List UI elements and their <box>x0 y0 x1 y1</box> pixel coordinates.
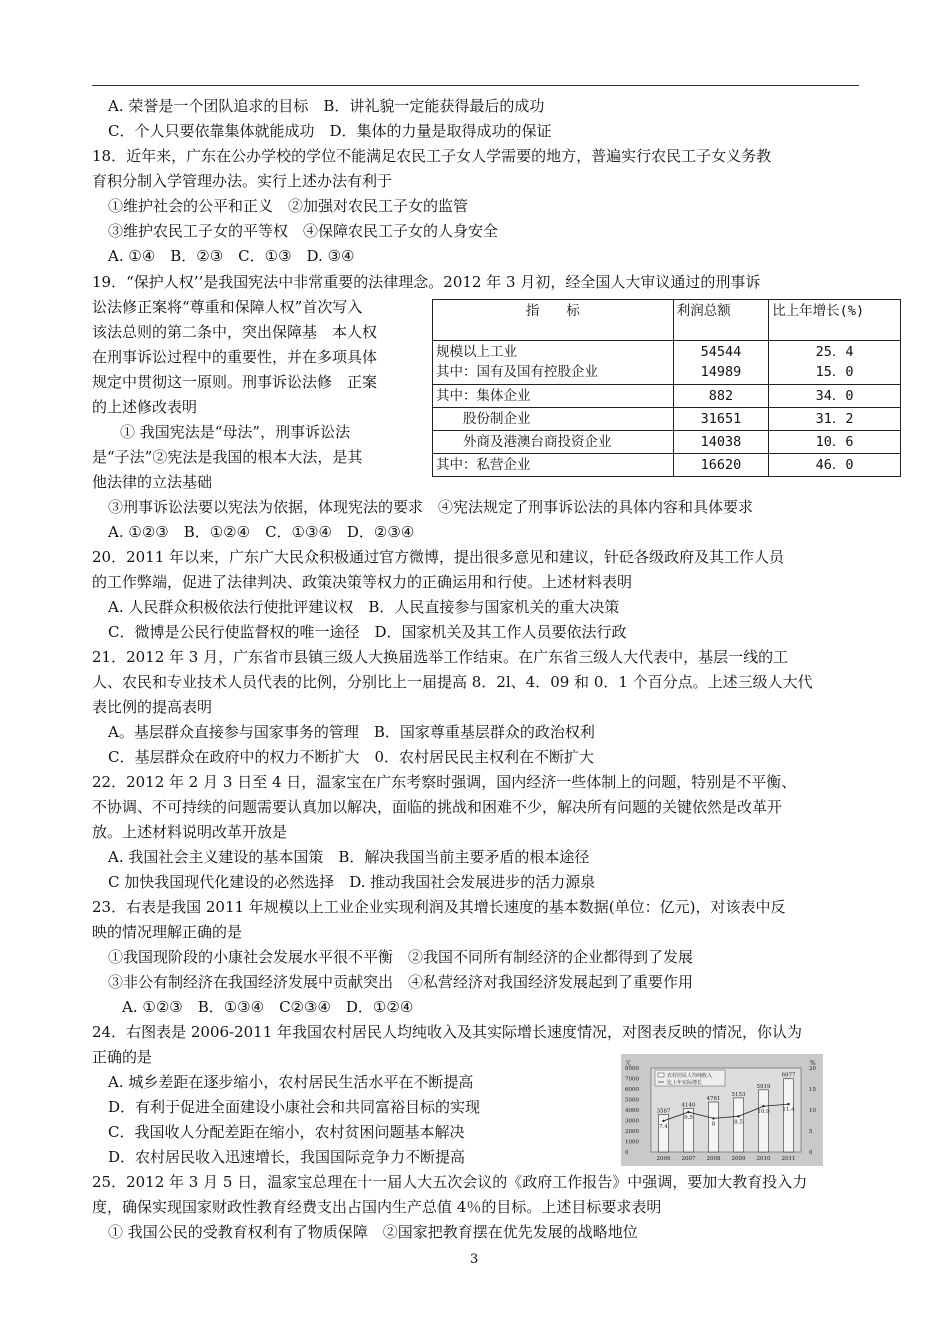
y-left-tick-label: 8000 <box>625 1066 639 1072</box>
page-number: 3 <box>470 1252 479 1267</box>
table-cell: 外商及港澳台商投资企业 <box>433 431 674 454</box>
text-line: C．微博是公民行使监督权的唯一途径 D．国家机关及其工作人员要依法行政 <box>108 623 627 641</box>
table-cell: 14038 <box>673 431 768 454</box>
bar-income <box>759 1090 769 1152</box>
y-left-tick-label: 3000 <box>625 1118 639 1125</box>
text-line: 规定中贯彻这一原则。刑事诉讼法修 正案 <box>92 373 378 391</box>
y-right-tick-label: 20 <box>809 1066 816 1072</box>
x-tick-label: 2011 <box>781 1156 796 1162</box>
text-line: 育积分制入学管理办法。实行上述办法有利于 <box>92 172 393 190</box>
text-line: 度，确保实现国家财政性教育经费支出占国内生产总值 4％的目标。上述目标要求表明 <box>92 1198 662 1216</box>
text-line: 19．“保护人权’’是我国宪法中非常重要的法律理念。2012 年 3 月初，经全国人大审议通过的刑事诉 <box>92 273 761 291</box>
table-cell: 34．0 <box>769 385 901 408</box>
table-header-cell: 指 标 <box>433 300 674 341</box>
text-line: D．有利于促进全面建设小康社会和共同富裕目标的实现 <box>108 1098 481 1116</box>
bar-income <box>784 1079 794 1152</box>
growth-value-label: 8.5 <box>734 1119 743 1126</box>
y-right-tick-label: 0 <box>809 1150 813 1156</box>
table-cell: 54544 14989 <box>673 341 768 385</box>
growth-point <box>712 1117 714 1119</box>
text-line: 在刑事诉讼过程中的重要性，并在多项具体 <box>92 348 378 366</box>
text-line: 25．2012 年 3 月 5 日，温家宝总理在十一届人大五次会议的《政府工作报告》中强调，要加大教育投入力 <box>92 1173 808 1191</box>
text-line: A. ①②③ B．①③④ C②③④ D．①②④ <box>122 998 414 1016</box>
text-line: D．农村居民收入迅速增长，我国国际竞争力不断提高 <box>108 1148 466 1166</box>
text-line: 表比例的提高表明 <box>92 698 213 716</box>
y-left-tick-label: 0 <box>625 1150 629 1156</box>
y-left-tick-label: 5000 <box>625 1097 639 1104</box>
x-tick-label: 2010 <box>756 1156 771 1162</box>
bar-value-label: 6977 <box>781 1072 796 1079</box>
text-line: C．我国收人分配差距在缩小，农村贫困问题基本解决 <box>108 1123 465 1141</box>
growth-value-label: 11.4 <box>782 1107 795 1114</box>
y-left-tick-label: 6000 <box>625 1087 639 1093</box>
x-tick-label: 2009 <box>731 1156 746 1162</box>
text-line: C．基层群众在政府中的权力不断扩大 0．农村居民民主权利在不断扩大 <box>108 748 595 766</box>
legend-label: 比上年实际增长 <box>667 1080 703 1086</box>
text-line: A. 人民群众积极依法行使批评建议权 B．人民直接参与国家机关的重大决策 <box>108 598 620 616</box>
text-line: A. 城乡差距在逐步缩小，农村居民生活水平在不断提高 <box>108 1073 474 1091</box>
table-cell: 10．6 <box>769 431 901 454</box>
text-line: C 加快我国现代化建设的必然选择 D. 推动我国社会发展进步的活力源泉 <box>108 873 596 891</box>
x-tick-label: 2006 <box>656 1156 671 1162</box>
table-row <box>433 408 901 431</box>
text-line: 20．2011 年以来，广东广大民众积极通过官方微博，提出很多意见和建议，针砭各级政府及其工作人员 <box>92 548 785 566</box>
legend-bar-swatch <box>658 1073 664 1077</box>
y-left-tick-label: 4000 <box>625 1108 639 1114</box>
table-cell: 股份制企业 <box>433 408 674 431</box>
text-line: A. 我国社会主义建设的基本国策 B．解决我国当前主要矛盾的根本途径 <box>108 848 590 866</box>
bar-value-label: 4761 <box>706 1096 721 1103</box>
y-right-tick-label: 15 <box>809 1087 816 1093</box>
text-line: 21．2012 年 3 月，广东省市县镇三级人大换届选举工作结束。在广东省三级人大代表中，基层一线的工 <box>92 648 789 666</box>
text-line: ① 我国公民的受教育权利有了物质保障 ②国家把教育摆在优先发展的战略地位 <box>108 1223 638 1241</box>
text-line: ①维护社会的公平和正义 ②加强对农民工子女的监管 <box>108 197 469 215</box>
text-line: A. ①④ B．②③ C．①③ D. ③④ <box>108 247 355 265</box>
y-left-unit: 元 <box>625 1060 632 1067</box>
y-left-tick-label: 1000 <box>625 1139 639 1146</box>
table-header-row <box>433 300 901 341</box>
bar-value-label: 5919 <box>756 1083 771 1090</box>
table-header-cell: 比上年增长(%) <box>769 300 901 341</box>
table-cell: 46．0 <box>769 454 901 477</box>
text-line: ①我国现阶段的小康社会发展水平很不平衡 ②我国不同所有制经济的企业都得到了发展 <box>108 948 694 966</box>
text-line: 该法总则的第二条中，突出保障基 本人权 <box>92 323 378 341</box>
bar-value-label: 3587 <box>656 1108 671 1115</box>
text-line: A。基层群众直接参与国家事务的管理 B．国家尊重基层群众的政治权利 <box>108 723 595 741</box>
bar-value-label: 5153 <box>731 1091 746 1098</box>
text-line: 的上述修改表明 <box>92 398 198 416</box>
income-chart <box>621 1054 823 1166</box>
profit-table <box>432 299 901 477</box>
y-right-tick-label: 5 <box>809 1129 813 1135</box>
legend-label: 农村居民人均纯收入 <box>667 1073 713 1079</box>
header-rule <box>92 85 859 86</box>
y-right-unit: % <box>810 1060 816 1067</box>
y-right-tick-label: 10 <box>809 1108 816 1114</box>
text-line: 正确的是 <box>92 1048 153 1066</box>
text-line: ③维护农民工子女的平等权 ④保障农民工子女的人身安全 <box>108 222 499 240</box>
text-line: 映的情况理解正确的是 <box>92 923 243 941</box>
x-tick-label: 2008 <box>706 1156 721 1162</box>
text-line: A. 荣誉是一个团队追求的目标 B．讲礼貌一定能获得最后的成功 <box>108 97 545 115</box>
text-line: ③非公有制经济在我国经济发展中贡献突出 ④私营经济对我国经济发展起到了重要作用 <box>108 973 694 991</box>
table-cell: 31651 <box>673 408 768 431</box>
y-left-tick-label: 7000 <box>625 1076 639 1083</box>
table-row <box>433 341 901 385</box>
text-line: ③刑事诉讼法要以宪法为依据，体现宪法的要求 ④宪法规定了刑事诉讼法的具体内容和具体要求 <box>108 498 754 516</box>
table-cell: 882 <box>673 385 768 408</box>
text-line: 讼法修正案将“尊重和保障人权”首次写入 <box>92 298 363 316</box>
text-line: 放。上述材料说明改革开放是 <box>92 823 288 841</box>
growth-point <box>787 1103 789 1105</box>
growth-point <box>737 1115 739 1117</box>
text-line: 他法律的立法基础 <box>92 473 213 491</box>
bar-value-label: 4140 <box>681 1102 696 1109</box>
table-cell: 其中：集体企业 <box>433 385 674 408</box>
text-line: 不协调、不可持续的问题需要认真加以解决，面临的挑战和困难不少，解决所有问题的关键依然是改革开 <box>92 798 783 816</box>
growth-value-label: 9.5 <box>684 1115 693 1122</box>
growth-point <box>687 1111 689 1113</box>
text-line: 是“子法”②宪法是我国的根本大法，是其 <box>92 448 363 466</box>
table-row <box>433 385 901 408</box>
table-row <box>433 454 901 477</box>
growth-value-label: 10.9 <box>757 1109 770 1116</box>
growth-value-label: 8 <box>711 1121 716 1128</box>
table-cell: 31．2 <box>769 408 901 431</box>
table-cell: 16620 <box>673 454 768 477</box>
table-cell: 规模以上工业 其中：国有及国有控股企业 <box>433 341 674 385</box>
growth-point <box>762 1105 764 1107</box>
table-header-cell: 利润总额 <box>673 300 768 341</box>
x-tick-label: 2007 <box>681 1156 696 1162</box>
text-line: 23．右表是我国 2011 年规模以上工业企业实现利润及其增长速度的基本数据(单位：亿元)，对该表中反 <box>92 898 786 916</box>
text-line: C．个人只要依靠集体就能成功 D．集体的力量是取得成功的保证 <box>108 122 552 140</box>
text-line: A. ①②③ B．①②④ C．①③④ D．②③④ <box>108 523 415 541</box>
text-line: ① 我国宪法是“母法”，刑事诉讼法 <box>120 423 351 441</box>
y-left-tick-label: 2000 <box>625 1129 639 1135</box>
text-line: 人、农民和专业技术人员代表的比例，分别比上一届提高 8．2l、4．09 和 0．1 个百分点。上述三级人大代 <box>92 673 813 691</box>
table-cell: 其中：私营企业 <box>433 454 674 477</box>
text-line: 22．2012 年 2 月 3 日至 4 日，温家宝在广东考察时强调，国内经济一些体制上的问题，特别是不平衡、 <box>92 773 797 791</box>
growth-value-label: 7.4 <box>659 1123 668 1130</box>
growth-point <box>662 1120 664 1122</box>
text-line: 18．近年来，广东在公办学校的学位不能满足农民工子女人学需要的地方，普遍实行农民工子女义务教 <box>92 147 772 165</box>
text-line: 24．右图表是 2006-2011 年我国农村居民人均纯收入及其实际增长速度情况，对图表反映的情况，你认为 <box>92 1023 803 1041</box>
table-cell: 25．4 15．0 <box>769 341 901 385</box>
text-line: 的工作弊端，促进了法律判决、政策决策等权力的正确运用和行使。上述材料表明 <box>92 573 633 591</box>
table-row <box>433 431 901 454</box>
